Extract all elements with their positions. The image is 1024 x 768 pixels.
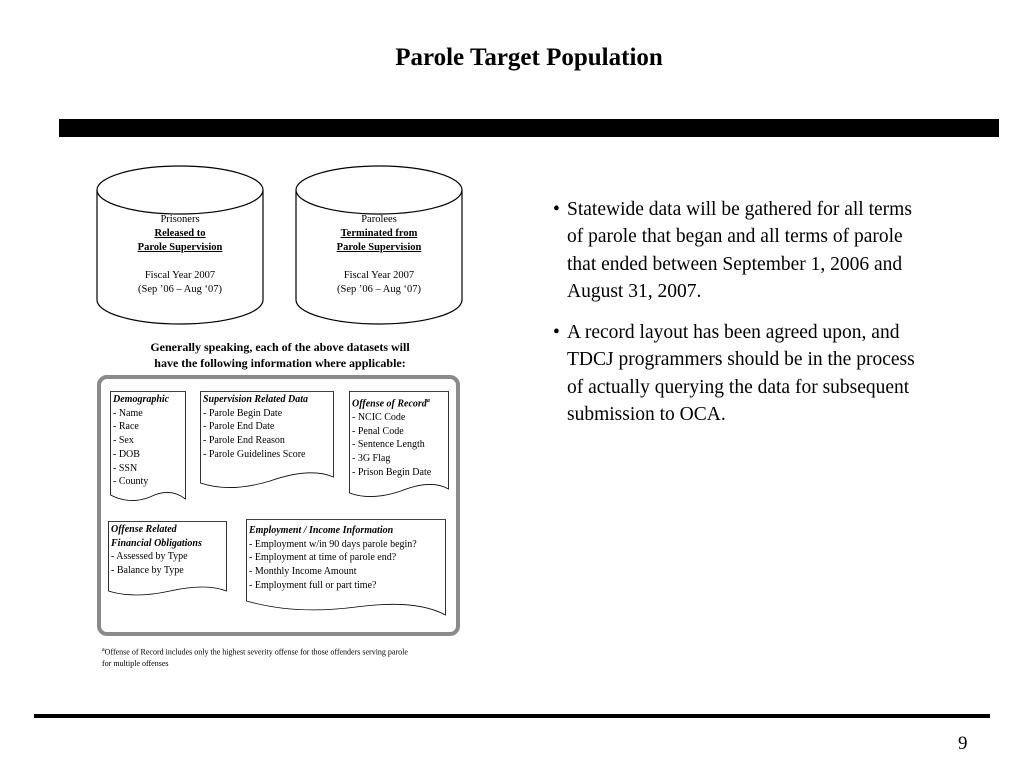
- cylinder-line-1: Prisoners: [160, 214, 200, 225]
- list-item: - Name: [113, 407, 143, 419]
- cylinder-line-3: Parole Supervision: [137, 242, 223, 253]
- list-item: - DOB: [113, 448, 140, 460]
- list-item: - Parole End Reason: [203, 435, 285, 447]
- footnote-marker: a: [426, 398, 430, 404]
- list-item: - Parole End Date: [203, 421, 275, 433]
- list-item: - Parole Guidelines Score: [203, 448, 306, 460]
- cylinder-line-4: Fiscal Year 2007: [144, 270, 216, 281]
- bullet-text: Statewide data will be gathered for all terms of parole that began and all terms of parole that ended between September 1, 2006 and August 31, 2007.: [567, 199, 912, 302]
- list-item: - Employment at time of parole end?: [249, 552, 397, 564]
- cylinder-line-4: Fiscal Year 2007: [343, 270, 415, 281]
- footer-rule: [34, 714, 990, 718]
- footnote-line-1: Offense of Record includes only the highest severity offense for those offenders serving parole: [104, 647, 408, 657]
- footnote-marker: a: [102, 647, 105, 653]
- offense-of-record-box: [349, 391, 449, 499]
- footnote: [102, 645, 482, 669]
- list-item: - Penal Code: [352, 425, 404, 437]
- cylinder-line-5: (Sep ’06 – Aug ‘07): [337, 284, 421, 295]
- title-divider-bar: [59, 119, 999, 137]
- list-item: - County: [113, 476, 149, 488]
- bullet-item: [553, 196, 933, 305]
- list-item: - Prison Begin Date: [352, 466, 432, 478]
- financial-heading-1: Offense Related: [111, 524, 177, 535]
- bullet-symbol: •: [553, 322, 560, 344]
- list-item: - Parole Begin Date: [203, 407, 283, 419]
- bullet-item: [553, 319, 933, 428]
- list-item: - NCIC Code: [352, 412, 406, 424]
- list-item: - Employment full or part time?: [249, 579, 377, 591]
- supervision-heading: Supervision Related Data: [203, 394, 309, 405]
- list-item: - Balance by Type: [111, 565, 184, 577]
- bullet-text: A record layout has been agreed upon, and TDCJ programmers should be in the process of actually querying the data for subsequent submission to OCA.: [567, 322, 915, 426]
- employment-income-box: [246, 519, 446, 617]
- offense-heading: [352, 395, 431, 411]
- cylinder-line-1: Parolees: [361, 214, 397, 225]
- bullet-list: [553, 196, 933, 442]
- cylinder-line-2: Terminated from: [340, 228, 418, 239]
- parolees-terminated-cylinder: [295, 165, 463, 325]
- cylinder-line-2: Released to: [154, 228, 206, 239]
- footnote-line-2: for multiple offenses: [102, 658, 169, 668]
- cylinder-line-3: Parole Supervision: [336, 242, 422, 253]
- list-item: - Race: [113, 421, 139, 433]
- financial-obligations-box: [108, 521, 227, 596]
- offense-heading-text: Offense of Record: [352, 398, 427, 410]
- caption-line-2: have the following information where applicable:: [154, 356, 406, 370]
- list-item: - Sentence Length: [352, 439, 425, 451]
- employment-heading: Employment / Income Information: [249, 525, 394, 536]
- prisoners-released-cylinder: [96, 165, 264, 325]
- caption-line-1: Generally speaking, each of the above datasets will: [150, 340, 410, 354]
- page-number: 9: [958, 733, 968, 754]
- financial-heading-2: Financial Obligations: [111, 537, 202, 549]
- list-item: - Assessed by Type: [111, 551, 188, 563]
- list-item: - Sex: [113, 435, 134, 447]
- list-item: - 3G Flag: [352, 453, 391, 465]
- list-item: - Employment w/in 90 days parole begin?: [249, 538, 417, 550]
- demographic-heading: Demographic: [113, 394, 170, 405]
- slide-title: Parole Target Population: [395, 44, 663, 71]
- datasets-caption: [110, 339, 450, 371]
- list-item: - SSN: [113, 462, 138, 474]
- list-item: - Monthly Income Amount: [249, 566, 357, 578]
- cylinder-line-5: (Sep ’06 – Aug ‘07): [138, 284, 222, 295]
- supervision-data-box: [200, 391, 334, 493]
- demographic-box: [110, 391, 186, 503]
- bullet-symbol: •: [553, 199, 560, 220]
